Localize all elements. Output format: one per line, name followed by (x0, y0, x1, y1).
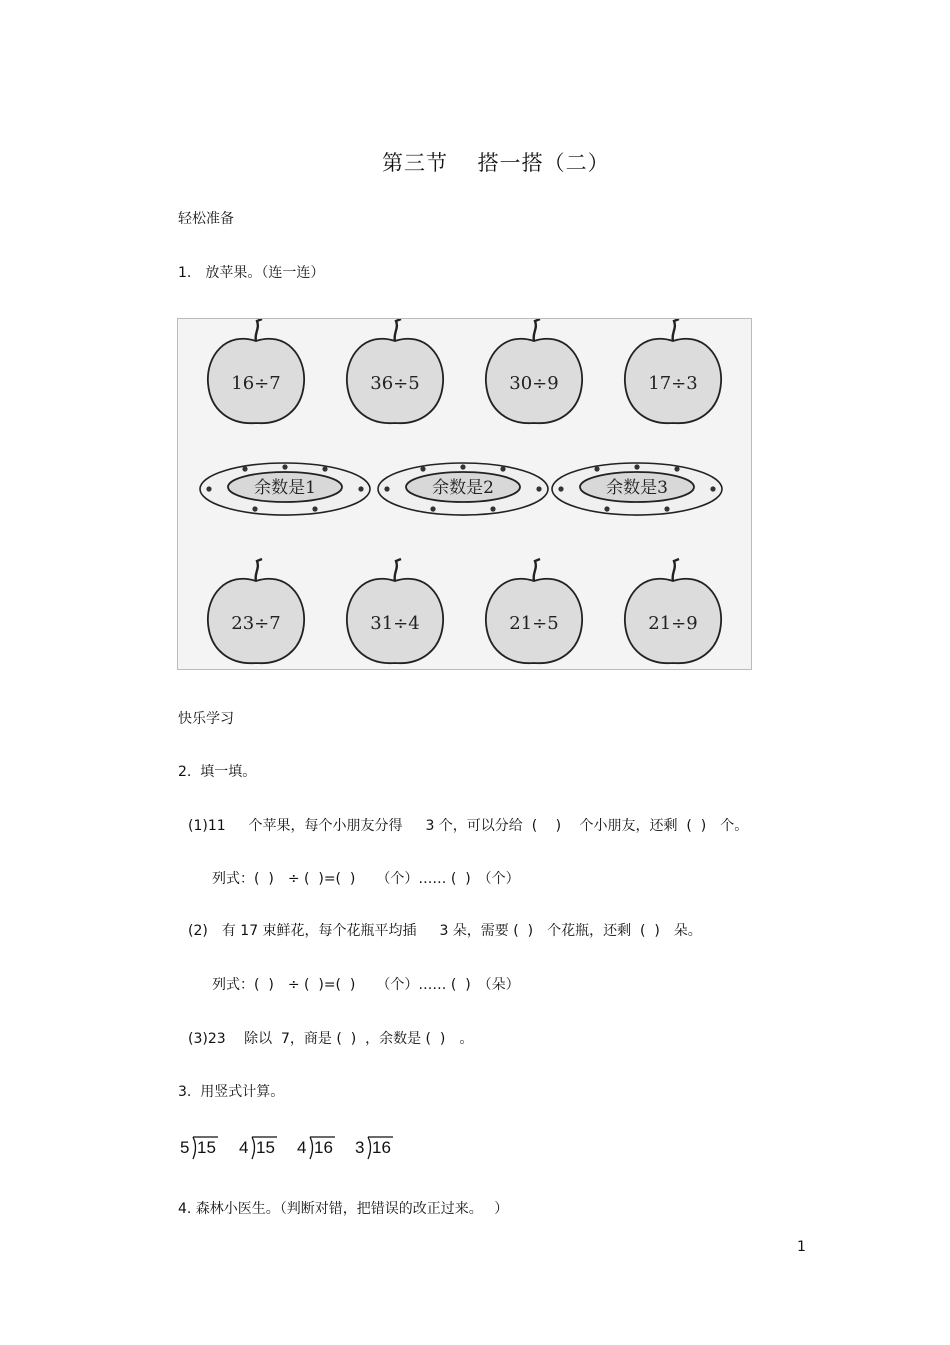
bottom-apple (625, 559, 721, 663)
plate-dot (242, 466, 247, 471)
bottom-apple (208, 559, 304, 663)
plate-dot (282, 464, 287, 469)
plate-label: 余数是3 (606, 478, 668, 498)
divisor: 4 (239, 1138, 249, 1157)
apple-label: 23÷7 (231, 613, 281, 634)
apple-label: 30÷9 (509, 373, 559, 394)
apple-plate-figure (177, 318, 752, 670)
top-apple (486, 319, 582, 423)
plate-dot (558, 486, 563, 491)
plate-dot (604, 506, 609, 511)
plate-dot (206, 486, 211, 491)
question-2-1-formula: 列式：( ) ÷ ( )=( ) （个）…… ( ) （个） (212, 871, 520, 887)
plate-dot (312, 506, 317, 511)
plate-dot (710, 486, 715, 491)
question-1: 1. 放苹果。（连一连） (178, 265, 325, 281)
bottom-apple (347, 559, 443, 663)
apple-stem (673, 559, 679, 581)
plate-dot (252, 506, 257, 511)
plate (552, 463, 722, 515)
page-number: 1 (797, 1239, 806, 1255)
long-division-3 (297, 1135, 357, 1161)
long-division-2 (239, 1135, 299, 1161)
apple-stem (673, 319, 679, 341)
plate-dot (536, 486, 541, 491)
apple-label: 21÷5 (509, 613, 559, 634)
plate-label: 余数是1 (254, 478, 316, 498)
apple-label: 16÷7 (231, 373, 281, 394)
plate (378, 463, 548, 515)
question-3: 3. 用竖式计算。 (178, 1084, 285, 1100)
plate-label: 余数是2 (432, 478, 494, 498)
plate-dot (634, 464, 639, 469)
long-division-1 (180, 1135, 240, 1161)
question-4: 4. 森林小医生。（判断对错，把错误的改正过来。 ） (178, 1201, 509, 1217)
apple-stem (395, 319, 401, 341)
divisor: 3 (355, 1138, 365, 1157)
plate-dot (430, 506, 435, 511)
plate-dot (664, 506, 669, 511)
apple-plate-svg (178, 319, 751, 669)
plate-dot (594, 466, 599, 471)
page-title: 第三节 搭一搭（二） (382, 151, 610, 175)
divisor: 5 (180, 1138, 190, 1157)
plate (200, 463, 370, 515)
top-apple (208, 319, 304, 423)
apple-label: 17÷3 (648, 373, 698, 394)
question-2-2-formula: 列式：( ) ÷ ( )=( ) （个）…… ( ) （朵） (212, 977, 520, 993)
plate-dot (674, 466, 679, 471)
dividend: 15 (256, 1138, 275, 1157)
section-heading-prep: 轻松准备 (178, 211, 234, 227)
question-2-2: (2) 有 17 束鲜花，每个花瓶平均插 3 朵，需要 ( ) 个花瓶，还剩 ( ) 朵。 (188, 923, 702, 939)
apple-label: 36÷5 (370, 373, 420, 394)
bottom-apple (486, 559, 582, 663)
plate-dot (490, 506, 495, 511)
apple-label: 31÷4 (370, 613, 420, 634)
top-apple (347, 319, 443, 423)
apple-stem (256, 319, 262, 341)
long-division-4 (355, 1135, 415, 1161)
plate-dot (358, 486, 363, 491)
question-2-3: (3)23 除以 7，商是 ( ) ，余数是 ( ) 。 (188, 1031, 474, 1047)
plate-dot (500, 466, 505, 471)
section-heading-learn: 快乐学习 (178, 711, 234, 727)
dividend: 15 (197, 1138, 216, 1157)
top-apple (625, 319, 721, 423)
question-2: 2. 填一填。 (178, 764, 257, 780)
plate-dot (420, 466, 425, 471)
apple-stem (256, 559, 262, 581)
plate-dot (322, 466, 327, 471)
plate-dot (384, 486, 389, 491)
apple-stem (534, 559, 540, 581)
plate-dot (460, 464, 465, 469)
apple-stem (395, 559, 401, 581)
dividend: 16 (314, 1138, 333, 1157)
dividend: 16 (372, 1138, 391, 1157)
divisor: 4 (297, 1138, 307, 1157)
apple-stem (534, 319, 540, 341)
apple-label: 21÷9 (648, 613, 698, 634)
question-2-1: (1)11 个苹果，每个小朋友分得 3 个，可以分给 ( ) 个小朋友，还剩 ( ) 个。 (188, 818, 749, 834)
